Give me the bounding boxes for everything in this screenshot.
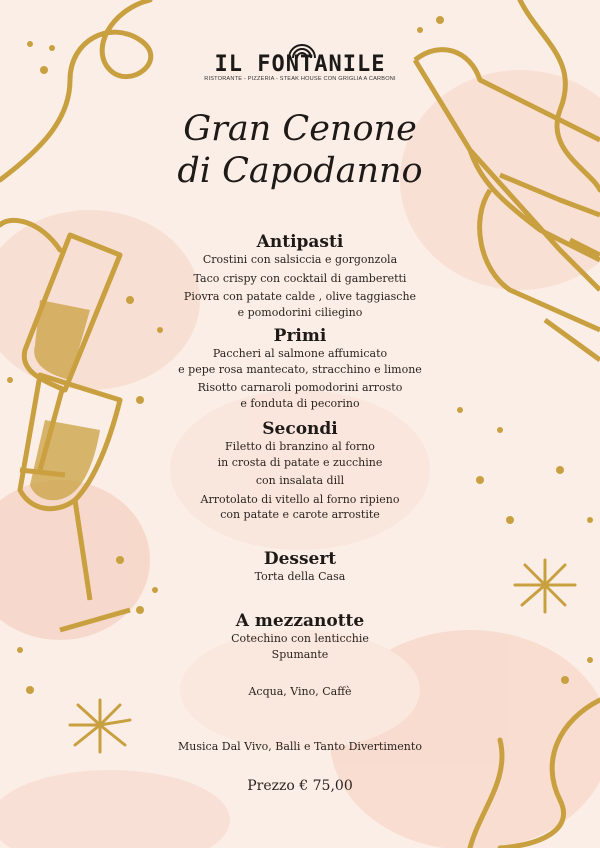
menu-item: Risotto carnaroli pomodorini arrosto (197, 381, 403, 394)
section-heading: Secondi (262, 419, 338, 439)
section-heading: Primi (273, 326, 327, 346)
menu-item: Paccheri al salmone affumicato (212, 347, 388, 360)
title-line-1: Gran Cenone (183, 109, 417, 149)
menu-item: Piovra con patate calde , olive taggiasche (183, 290, 417, 303)
section-mezzanotte (0, 611, 600, 662)
section-antipasti (0, 232, 600, 320)
menu-item: Crostini con salsiccia e gorgonzola (202, 253, 398, 266)
title-line-2: di Capodanno (177, 151, 423, 191)
section-secondi (0, 419, 600, 523)
menu-item: Cotechino con lenticchie (231, 632, 369, 645)
menu-item: e pomodorini ciliegino (237, 305, 363, 319)
menu-item: Filetto di branzino al forno (225, 440, 375, 453)
menu-item: con patate e carote arrostite (220, 508, 380, 521)
restaurant-name: IL FONTANILE (214, 52, 386, 77)
restaurant-logo (0, 52, 600, 82)
menu-item: Spumante (271, 647, 329, 661)
menu-item: e pepe rosa mantecato, stracchino e limone (178, 362, 422, 376)
section-heading: A mezzanotte (235, 611, 365, 631)
section-heading: Antipasti (256, 232, 344, 252)
menu-item: Taco crispy con cocktail di gamberetti (193, 271, 407, 285)
menu-item: e fonduta di pecorino (240, 396, 360, 410)
section-primi (0, 326, 600, 411)
menu-item: con insalata dill (255, 474, 345, 487)
fountain-arch-icon (287, 44, 317, 58)
section-dessert (0, 549, 600, 585)
menu-item: Torta della Casa (254, 570, 346, 583)
menu-item: Arrotolato di vitello al forno ripieno (200, 492, 400, 506)
entertainment-note: Musica Dal Vivo, Balli e Tanto Divertimento (178, 740, 422, 753)
menu-title (0, 108, 600, 192)
price: Prezzo € 75,00 (247, 778, 353, 794)
included-drinks: Acqua, Vino, Caffè (248, 685, 352, 698)
menu-item: in crosta di patate e zucchine (217, 455, 383, 469)
section-heading: Dessert (263, 549, 337, 569)
restaurant-tagline: RISTORANTE - PIZZERIA - STEAK HOUSE CON GRIGLIA A CARBONI (204, 76, 396, 82)
